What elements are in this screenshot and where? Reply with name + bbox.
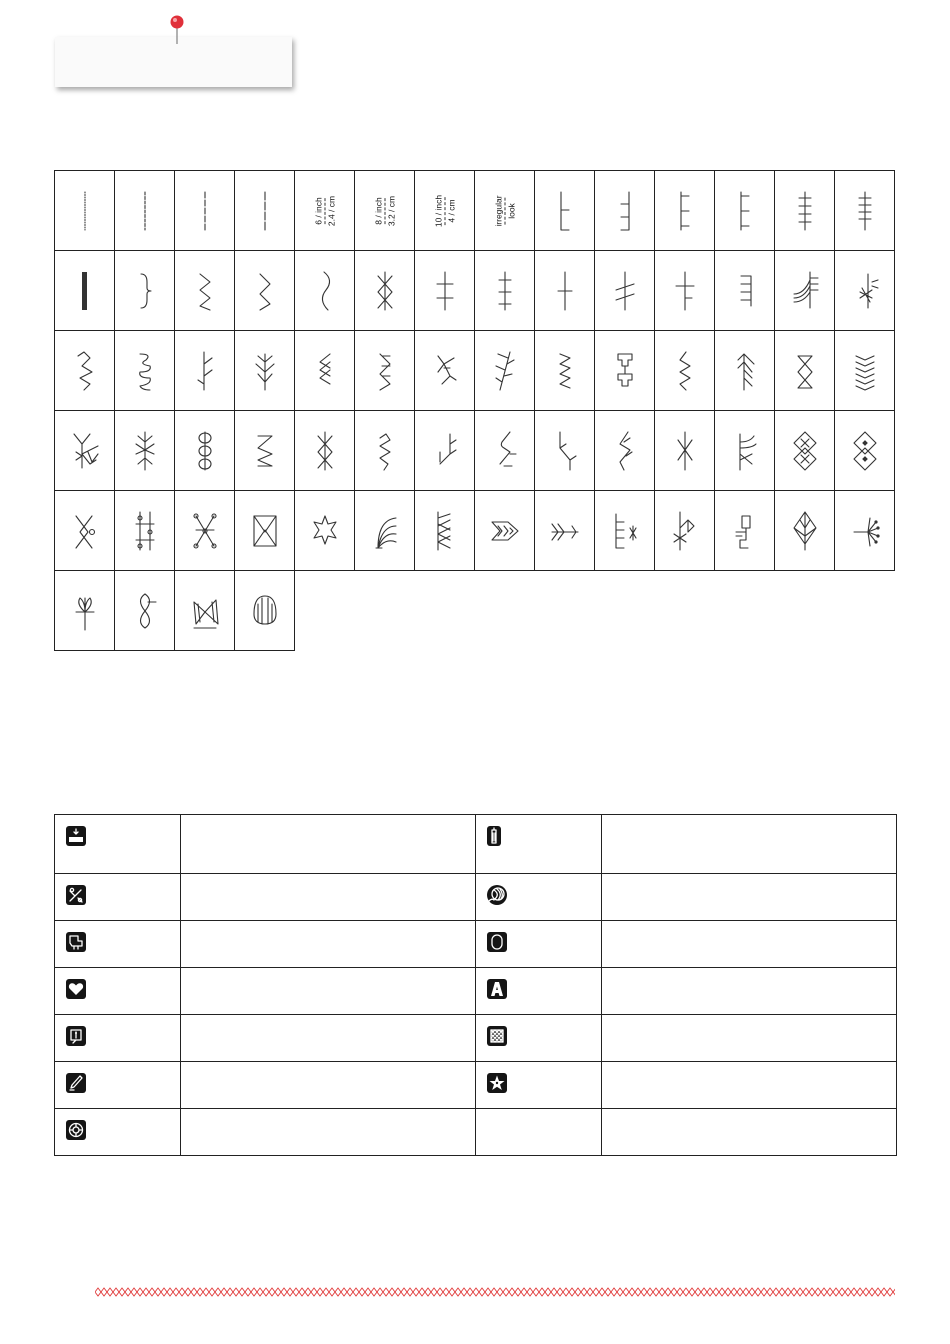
stitch-cell [835, 251, 895, 331]
zigzag-stitch-2-icon [250, 264, 280, 318]
serpentine-zigzag-stitch-icon [670, 344, 700, 398]
stitch-cell [835, 171, 895, 251]
loop-chain-stitch-icon [190, 424, 220, 478]
stitch-cell [55, 571, 115, 651]
s-curve-stitch-icon [490, 424, 520, 478]
legend-description [181, 1109, 476, 1156]
bobbin-pencil-icon [487, 826, 501, 846]
stitch-cell [55, 491, 115, 571]
stitch-cell [775, 171, 835, 251]
step-bar-stitch-icon [670, 264, 700, 318]
stitch-cell [715, 251, 775, 331]
slant-step-stitch-icon [550, 424, 580, 478]
legend-description [602, 968, 897, 1015]
legend-icon-cell [55, 1015, 181, 1062]
stitch-cell [835, 331, 895, 411]
key-block-stitch-icon [730, 504, 760, 558]
stitch-cell [475, 171, 535, 251]
triple-bar-stitch-icon [490, 264, 520, 318]
sawtooth-stitch-icon [550, 344, 580, 398]
satin-bar-stitch-icon [70, 264, 100, 318]
straight-stitch-dotted-icon [70, 184, 100, 238]
chevron-stitch-icon [310, 344, 340, 398]
stitch-cell [235, 571, 295, 651]
ladder-fern-stitch-icon [430, 504, 460, 558]
wave-stitch-icon [310, 264, 340, 318]
stitch-cell [295, 171, 355, 251]
icon-legend-table [54, 814, 897, 1156]
stitch-cell [115, 171, 175, 251]
stitch-cell [115, 251, 175, 331]
needle-info-icon [66, 1026, 86, 1046]
antler-stitch-icon [730, 424, 760, 478]
scissors-sewing-icon [66, 885, 86, 905]
stitch-cell [475, 251, 535, 331]
blind-stitch-2-icon [610, 184, 640, 238]
single-bar-stitch-icon [550, 264, 580, 318]
star-feather-stitch-icon [850, 264, 880, 318]
arrow-feather-stitch-icon [730, 344, 760, 398]
stitch-cell [235, 251, 295, 331]
zigzag-stitch-icon [190, 264, 220, 318]
stitch-cell [115, 411, 175, 491]
arrow-chevron-stitch-icon [490, 504, 520, 558]
stitch-cell [235, 491, 295, 571]
stitch-cell [595, 171, 655, 251]
pin-icon [168, 14, 188, 46]
stitch-cell [295, 331, 355, 411]
stitch-cell [535, 411, 595, 491]
legend-description [602, 1015, 897, 1062]
triangle-lattice-stitch-icon [250, 504, 280, 558]
stitch-cell [535, 331, 595, 411]
stitch-cell [595, 411, 655, 491]
blanket-stitch-light-icon [730, 184, 760, 238]
stitch-cell [775, 251, 835, 331]
legend-icon-cell [476, 1062, 602, 1109]
multi-line-stitch-icon [790, 264, 820, 318]
stitch-cell [175, 571, 235, 651]
star-burst-stitch-icon [310, 504, 340, 558]
stitch-cell [175, 491, 235, 571]
legend-description [181, 1015, 476, 1062]
fan-arc-stitch-icon [370, 504, 400, 558]
comb-stitch-icon [730, 264, 760, 318]
cross-stitch-icon [370, 264, 400, 318]
diagonal-wave-stitch-icon [610, 424, 640, 478]
legend-icon-cell [476, 874, 602, 921]
ring-circle-icon [66, 1120, 86, 1140]
legend-icon-cell [476, 921, 602, 968]
fan-wedge-stitch-icon [190, 584, 220, 638]
star-icon [487, 1073, 507, 1093]
feather-bar-stitch-icon [790, 184, 820, 238]
stitch-cell [175, 171, 235, 251]
stitch-cell [655, 331, 715, 411]
x-loop-stitch-icon [70, 504, 100, 558]
legend-icon-cell [476, 815, 602, 874]
slanted-bar-stitch-icon [610, 264, 640, 318]
stitch-cell [355, 331, 415, 411]
oval-hoop-icon [487, 932, 507, 952]
comb-star-stitch-icon [610, 504, 640, 558]
double-bar-stitch-icon [430, 264, 460, 318]
stitch-cell [475, 331, 535, 411]
tree-diamond-stitch-icon [790, 504, 820, 558]
stitch-length-label: 8 / inch 3.2 / cm [373, 195, 396, 226]
legend-icon-cell [55, 1062, 181, 1109]
stitch-cell [295, 251, 355, 331]
wheat-stitch-icon [850, 344, 880, 398]
leaf-diamond-stitch-icon [670, 504, 700, 558]
angle-step-stitch-icon [430, 424, 460, 478]
cross-branch-stitch-icon [430, 344, 460, 398]
legend-description [181, 921, 476, 968]
legend-description [602, 815, 897, 874]
star-tree-stitch-icon [130, 424, 160, 478]
stitch-cell [475, 411, 535, 491]
stitch-cell [835, 411, 895, 491]
legend-description [181, 1062, 476, 1109]
stitch-cell [115, 571, 175, 651]
legend-description [181, 874, 476, 921]
triangle-fringe-stitch-icon [370, 344, 400, 398]
stitch-length-label: irregular look [493, 194, 516, 227]
branch-stitch-icon [190, 344, 220, 398]
legend-icon-cell [476, 968, 602, 1015]
stitch-grid [54, 170, 895, 651]
table-row [55, 1109, 897, 1156]
stitch-cell [595, 251, 655, 331]
straight-stitch-dashed-icon [130, 184, 160, 238]
straight-stitch-long-dash-icon [190, 184, 220, 238]
stitch-cell [775, 331, 835, 411]
stitch-cell [415, 411, 475, 491]
stitch-cell [175, 331, 235, 411]
stitch-cell [355, 251, 415, 331]
stitch-cell [55, 411, 115, 491]
fern-stitch-icon [490, 344, 520, 398]
stitch-cell [655, 411, 715, 491]
legend-icon-cell [55, 968, 181, 1015]
pin-bar-stitch-icon [130, 504, 160, 558]
stitch-length-label: 10 / inch 4 / cm [433, 194, 456, 227]
quilt-square-icon [487, 1026, 507, 1046]
basin-water-icon [66, 826, 86, 846]
flower-fringe-stitch-icon [70, 424, 100, 478]
arrow-feather-2-stitch-icon [550, 504, 580, 558]
stitch-cell [655, 491, 715, 571]
table-row [55, 815, 897, 874]
stitch-cell [595, 491, 655, 571]
stitch-cell [235, 331, 295, 411]
stitch-cell [535, 491, 595, 571]
stitch-cell [535, 171, 595, 251]
stitch-cell [295, 491, 355, 571]
stitch-cell [115, 331, 175, 411]
letter-a-icon [487, 979, 507, 999]
diamond-dot-stitch-icon [850, 424, 880, 478]
double-cross-stitch-icon [310, 424, 340, 478]
stitch-cell [175, 411, 235, 491]
stitch-cell [175, 251, 235, 331]
stitch-cell [415, 331, 475, 411]
table-row [55, 1062, 897, 1109]
legend-icon-cell [55, 921, 181, 968]
legend-description [181, 968, 476, 1015]
legend-empty-cell [602, 1109, 897, 1156]
stitch-cell [55, 251, 115, 331]
crown-step-stitch-icon [610, 344, 640, 398]
tulip-stitch-icon [70, 584, 100, 638]
heart-icon [66, 979, 86, 999]
diamond-x-stitch-icon [790, 424, 820, 478]
legend-icon-cell [55, 1109, 181, 1156]
stitch-cell [55, 331, 115, 411]
dandelion-stitch-icon [850, 504, 880, 558]
shell-stitch-icon [250, 584, 280, 638]
stitch-cell [775, 411, 835, 491]
stitch-cell [415, 491, 475, 571]
pen-icon [66, 1073, 86, 1093]
stitch-cell [355, 171, 415, 251]
stitch-cell [655, 251, 715, 331]
zigzag-wave-stitch-icon [70, 344, 100, 398]
legend-description [602, 1062, 897, 1109]
stitch-cell [415, 251, 475, 331]
stitch-cell [835, 491, 895, 571]
stitch-cell [775, 491, 835, 571]
footer-stitch-line [95, 1287, 895, 1297]
stitch-cell [235, 411, 295, 491]
stitch-cell [475, 491, 535, 571]
table-row [55, 968, 897, 1015]
squiggle-stitch-icon [370, 424, 400, 478]
presser-foot-icon [66, 932, 86, 952]
yarn-ball-icon [487, 885, 507, 905]
legend-icon-cell [476, 1015, 602, 1062]
table-row [55, 874, 897, 921]
legend-description [602, 921, 897, 968]
x-diamond-stitch-icon [790, 344, 820, 398]
w-stitch-icon [250, 424, 280, 478]
legend-icon-cell [55, 815, 181, 874]
table-row [55, 1015, 897, 1062]
stitch-cell [355, 411, 415, 491]
stitch-cell [115, 491, 175, 571]
triple-straight-stitch-icon [250, 184, 280, 238]
stitch-cell [55, 171, 115, 251]
legend-description [602, 874, 897, 921]
blanket-stitch-icon [670, 184, 700, 238]
legend-icon-cell [55, 874, 181, 921]
stitch-cell [235, 171, 295, 251]
stitch-length-label: 6 / inch 2.4 / cm [313, 195, 336, 226]
figure-eight-stitch-icon [130, 584, 160, 638]
stitch-cell [595, 331, 655, 411]
stitch-cell [715, 171, 775, 251]
stitch-cell [715, 491, 775, 571]
legend-description [181, 815, 476, 874]
leaf-branch-stitch-icon [250, 344, 280, 398]
legend-empty-cell [476, 1109, 602, 1156]
stitch-cell [415, 171, 475, 251]
brace-stitch-icon [130, 264, 160, 318]
table-row [55, 921, 897, 968]
ornament-scroll-stitch-icon [130, 344, 160, 398]
stitch-cell [535, 251, 595, 331]
stitch-cell [715, 411, 775, 491]
stitch-cell [715, 331, 775, 411]
blind-stitch-icon [550, 184, 580, 238]
stitch-cell [355, 491, 415, 571]
stitch-cell [655, 171, 715, 251]
asterisk-stitch-icon [670, 424, 700, 478]
stitch-cell [295, 411, 355, 491]
knot-cross-stitch-icon [190, 504, 220, 558]
feather-bar-stitch-2-icon [850, 184, 880, 238]
